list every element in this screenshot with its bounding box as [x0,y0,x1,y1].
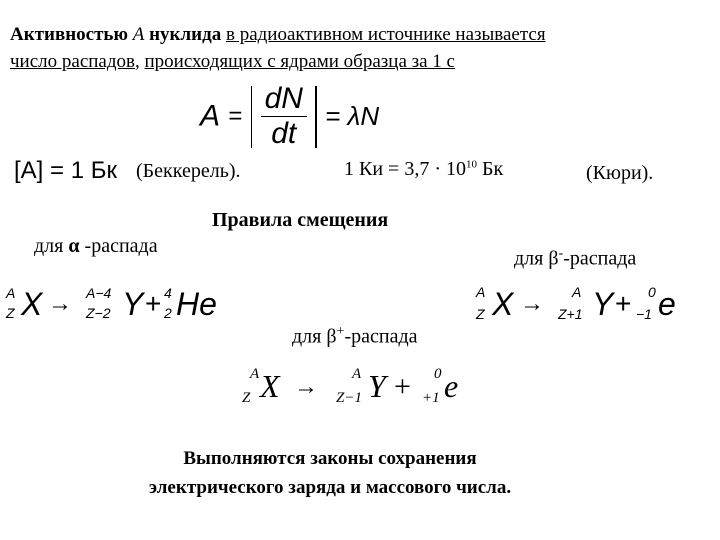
ci-exponent: 10 [465,158,477,171]
definition-underlined-3: происходящих с ядрами образца за 1 с [144,51,455,72]
beta-minus-equation [476,282,686,328]
alpha-arrow: → [48,290,72,317]
abs-bar-left [251,86,253,148]
ci-unit: Бк [476,158,504,180]
beta-plus-e-charge: +1 [422,390,440,406]
beta-minus-y-mass: A [572,284,582,300]
beta-plus-x-symbol: X [260,368,280,404]
beta-minus-y-charge: Z+1 [558,306,583,322]
beta-minus-label-pre: для [514,247,544,270]
beta-plus-y-charge: Z−1 [336,390,362,406]
alpha-label-pre: для [34,235,64,257]
definition-term: Активностью [10,24,128,45]
formula-eq: = [228,102,243,130]
beta-plus-equation [240,364,470,414]
alpha-he-mass: 4 [164,285,172,301]
alpha-he-charge: 2 [164,305,172,321]
definition-underlined-2: число распадов [10,51,135,72]
activity-formula [200,84,379,149]
definition-line-2 [10,51,455,73]
beta-plus-label [292,324,418,349]
beta-plus-arrow: → [294,374,318,400]
alpha-label-post: -распада [84,235,158,257]
beta-minus-symbol: β [548,247,559,270]
conservation-line-2: электрического заряда и массового числа. [148,477,512,498]
alpha-he-symbol: He [176,286,217,322]
beta-minus-e-mass: 0 [648,284,656,300]
beta-minus-plus: + [615,288,632,319]
beta-plus-plus: + [394,370,411,403]
definition-line-1 [10,24,546,46]
alpha-equation [4,282,234,328]
beta-plus-y-symbol: Y [368,368,386,404]
fraction-denominator: dt [271,117,297,150]
alpha-x-mass: A [6,285,16,301]
definition-underlined-1: в радиоактивном источнике называется [225,24,546,45]
ci-name: (Кюри). [586,162,654,184]
abs-bar-right [315,86,317,148]
beta-plus-label-post: -распада [344,325,418,348]
fraction [261,84,307,149]
beta-minus-x-symbol: X [492,286,514,322]
beta-minus-sign: - [558,246,564,261]
beta-minus-e-charge: −1 [636,306,652,322]
beta-plus-label-pre: для [292,325,322,348]
activity-symbol: A [132,24,145,45]
formula-rhs: = λN [325,101,380,131]
alpha-x-charge: Z [6,305,15,321]
bq-name: (Беккерель). [136,160,241,182]
beta-plus-e-mass: 0 [434,366,442,382]
beta-plus-x-mass: A [250,366,260,382]
definition-comma: , [135,51,140,72]
beta-plus-symbol: β [326,325,337,348]
rules-title: Правила смещения [212,209,389,231]
beta-minus-x-mass: A [476,284,486,300]
beta-plus-x-charge: Z [242,390,251,406]
beta-minus-e-symbol: e [658,286,676,322]
alpha-y-symbol: Y [122,286,144,322]
beta-minus-y-symbol: Y [592,286,614,322]
definition-nuclide: нуклида [149,24,222,45]
beta-plus-y-mass: A [352,366,362,382]
alpha-y-mass: A−4 [86,285,112,301]
alpha-symbol: α [68,235,80,257]
beta-plus-e-symbol: e [444,368,459,404]
conservation-line-1: Выполняются законы сохранения [183,448,477,469]
beta-minus-x-charge: Z [476,306,485,322]
beta-minus-arrow: → [520,290,544,317]
beta-plus-sign: + [336,324,345,339]
ci-formula [344,158,503,181]
alpha-x-symbol: X [21,286,43,322]
alpha-y-charge: Z−2 [86,305,111,321]
beta-minus-label [514,246,636,271]
alpha-plus: + [145,288,162,319]
beta-minus-label-post: -распада [563,247,637,270]
alpha-label [34,235,158,258]
fraction-numerator: dN [261,84,307,117]
ci-formula-main: 1 Ки = 3,7 · 10 [344,158,466,180]
bq-formula: [A] = 1 Бк [14,157,117,184]
formula-lhs: A [200,99,221,133]
